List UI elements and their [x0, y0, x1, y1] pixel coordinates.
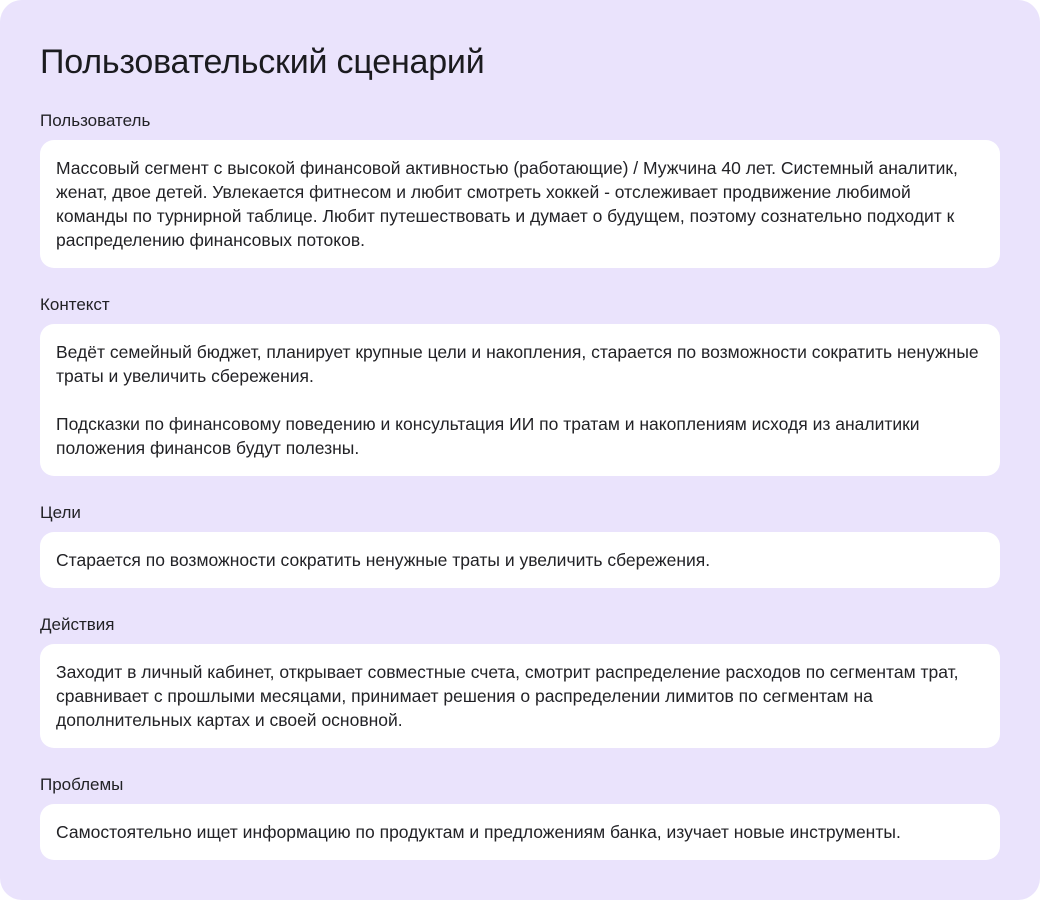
- section-text-problems: Самостоятельно ищет информацию по продуктам и предложениям банка, изучает новые инструменты.: [56, 822, 901, 842]
- section-text-context-1: Ведёт семейный бюджет, планирует крупные цели и накопления, старается по возможности сократить ненужные траты и увеличить сбережения.: [56, 342, 979, 386]
- section-box-user: [40, 140, 1000, 268]
- section-text-actions: Заходит в личный кабинет, открывает совместные счета, смотрит распределение расходов по сегментам трат, сравнивает с прошлыми месяцами, принимает решения о распределении лимитов по сегментам на дополнительных картах и своей основной.: [56, 662, 959, 730]
- section-text-context-2: Подсказки по финансовому поведению и консультация ИИ по тратам и накоплениям исходя из аналитики положения финансов будут полезны.: [56, 414, 920, 458]
- section-label-user: Пользователь: [40, 111, 151, 130]
- section-label-context: Контекст: [40, 295, 110, 314]
- section-text-goals: Старается по возможности сократить ненужные траты и увеличить сбережения.: [56, 550, 711, 570]
- section-text-user: Массовый сегмент с высокой финансовой активностью (работающие) / Мужчина 40 лет. Системный аналитик, женат, двое детей. Увлекается фитнесом и любит смотреть хоккей - отслеживает продвижение любимой команды по турнирной таблице. Любит путешествовать и думает о будущем, поэтому сознательно подходит к распределению финансовых потоков.: [56, 158, 958, 250]
- page-title: Пользовательский сценарий: [40, 43, 485, 81]
- section-box-problems: [40, 804, 1000, 860]
- section-box-goals: [40, 532, 1000, 588]
- section-label-goals: Цели: [40, 503, 81, 522]
- section-box-context: [40, 324, 1000, 476]
- section-label-problems: Проблемы: [40, 775, 124, 794]
- section-box-actions: [40, 644, 1000, 748]
- section-label-actions: Действия: [40, 615, 115, 634]
